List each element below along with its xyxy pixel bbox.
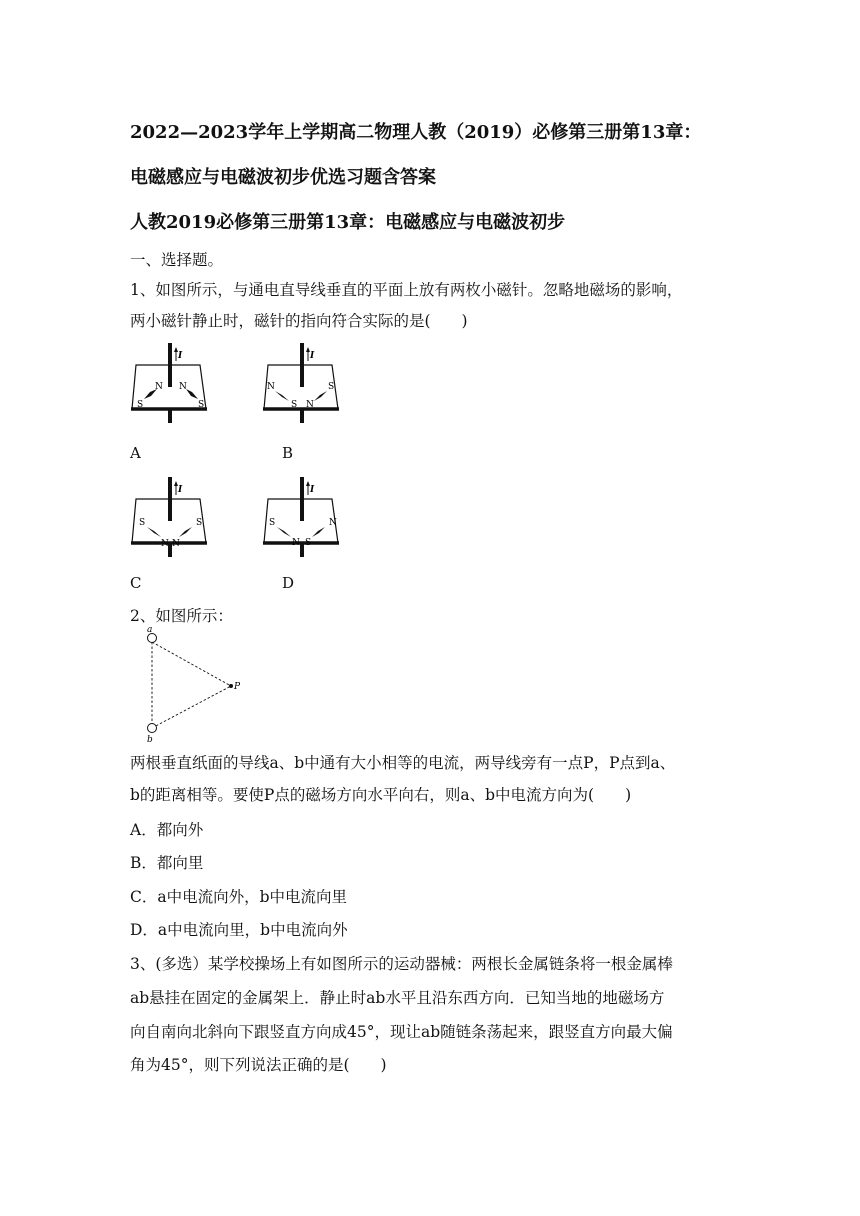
north-label: N — [179, 382, 187, 392]
section-heading: 一、选择题。 — [130, 251, 224, 269]
q1-option-b: B — [282, 444, 294, 462]
current-label: I — [178, 485, 183, 495]
q1-option-c: C — [130, 574, 142, 592]
current-label: I — [310, 351, 315, 361]
south-label: S — [198, 400, 205, 410]
south-label: S — [196, 518, 203, 528]
q1-option-d: D — [282, 574, 295, 592]
north-label: N — [306, 400, 314, 410]
north-label: N — [292, 538, 300, 548]
q1-line-2: 两小磁针静止时，磁针的指向符合实际的是( ) — [130, 312, 468, 330]
q2-option-a: A．都向外 — [130, 821, 204, 839]
q3-line-3: 向自南向北斜向下跟竖直方向成45°，现让ab随链条荡起来，跟竖直方向最大偏 — [130, 1023, 673, 1041]
north-label: N — [172, 539, 180, 549]
wire-b — [148, 724, 157, 733]
q2-option-d: D．a中电流向里，b中电流向外 — [130, 921, 348, 939]
q3-line-2: ab悬挂在固定的金属架上．静止时ab水平且沿东西方向．已知当地的地磁场方 — [130, 989, 665, 1007]
label-a: a — [147, 625, 153, 635]
q2-option-b: B．都向里 — [130, 854, 204, 872]
title-line-1: 2022—2023学年上学期高二物理人教（2019）必修第三册第13章： — [130, 122, 702, 143]
q3-line-4: 角为45°，则下列说法正确的是( ) — [130, 1056, 387, 1074]
q1-line-1: 1、如图所示，与通电直导线垂直的平面上放有两枚小磁针。忽略地磁场的影响， — [130, 281, 683, 299]
south-label: S — [269, 518, 276, 528]
current-label: I — [178, 351, 183, 361]
q1-figure-a — [130, 343, 210, 423]
title-line-2: 电磁感应与电磁波初步优选习题含答案 — [130, 167, 436, 188]
q1-figure-d — [262, 477, 342, 557]
south-label: S — [291, 400, 298, 410]
q1-option-a: A — [130, 444, 141, 462]
q2-figure — [140, 624, 250, 742]
label-p: P — [234, 682, 241, 692]
south-label: S — [139, 518, 146, 528]
south-label: S — [305, 538, 312, 548]
north-label: N — [329, 518, 337, 528]
q2-option-c: C．a中电流向外，b中电流向里 — [130, 888, 348, 906]
south-label: S — [137, 400, 144, 410]
current-label: I — [310, 485, 315, 495]
q2-line-2: b的距离相等。要使P点的磁场方向水平向右，则a、b中电流方向为( ) — [130, 786, 632, 804]
q1-figure-b — [262, 343, 342, 423]
q1-figure-c — [130, 477, 210, 557]
q3-line-1: 3、(多选）某学校操场上有如图所示的运动器械：两根长金属链条将一根金属棒 — [130, 955, 673, 973]
point-p — [229, 684, 233, 688]
q2-intro: 2、如图所示： — [130, 607, 233, 625]
north-label: N — [267, 382, 275, 392]
north-label: N — [155, 382, 163, 392]
q2-line-1: 两根垂直纸面的导线a、b中通有大小相等的电流，两导线旁有一点P，P点到a、 — [130, 754, 676, 772]
subtitle: 人教2019必修第三册第13章：电磁感应与电磁波初步 — [130, 212, 566, 233]
label-b: b — [147, 735, 153, 742]
south-label: S — [328, 382, 335, 392]
north-label: N — [161, 539, 169, 549]
